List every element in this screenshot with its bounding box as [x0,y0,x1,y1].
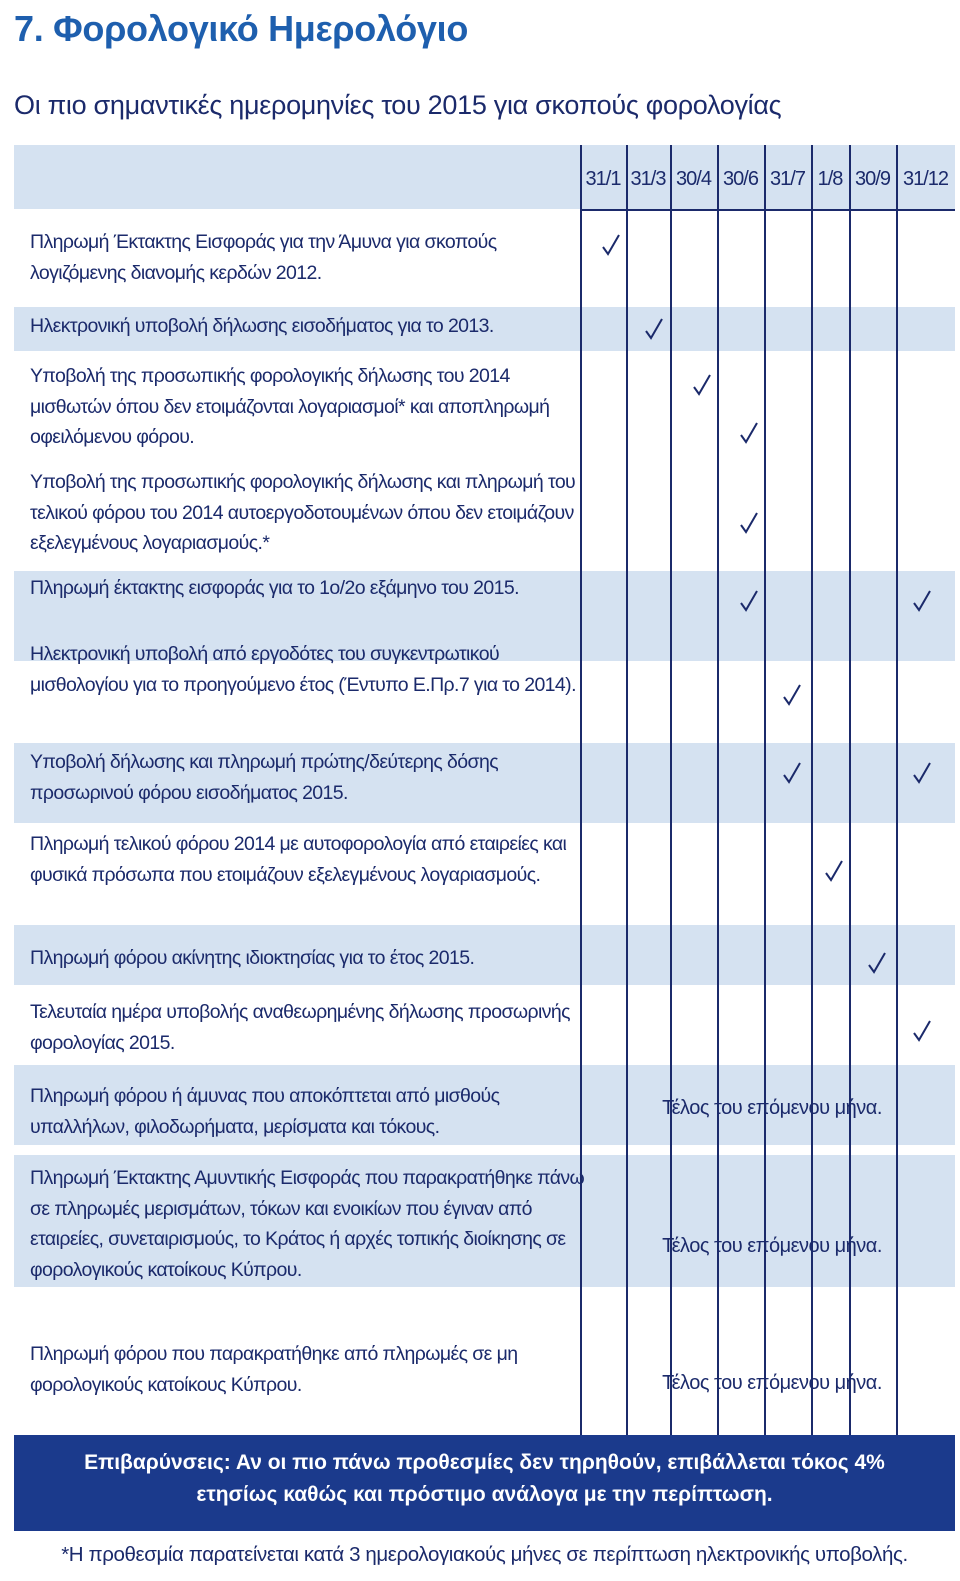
page-title: 7. Φορολογικό Ημερολόγιο [14,8,469,49]
table-row-text: Πληρωμή έκτακτης εισφοράς για το 1ο/2ο εξάμηνο του 2015. [30,577,519,599]
check-icon [782,683,802,707]
check-icon [867,951,887,975]
column-header-30-9: 30/9 [855,167,890,190]
column-header-31-1: 31/1 [585,167,621,190]
check-icon [739,511,759,535]
table-row-text: Πληρωμή φόρου που παρακρατήθηκε από πληρωμές σε μη φορολογικούς κατοίκους Κύπρου. [30,1343,518,1396]
check-icon [601,233,621,257]
column-header-31-3: 31/3 [630,167,666,190]
tax-calendar-table [14,145,955,1435]
check-icon [692,373,712,397]
table-row-text: Πληρωμή φόρου ακίνητης ιδιοκτησίας για το έτος 2015. [30,947,475,969]
check-icon [912,1019,932,1043]
column-header-30-6: 30/6 [723,167,758,190]
column-header-30-4: 30/4 [676,167,711,190]
table-row-text: Τελευταία ημέρα υποβολής αναθεωρημένης δήλωσης προσωρινής φορολογίας 2015. [30,1001,570,1054]
check-icon [644,317,664,341]
footnote: *Η προθεσμία παρατείνεται κατά 3 ημερολογιακούς μήνες σε περίπτωση ηλεκτρονικής υποβολής. [61,1543,908,1566]
header-underline [580,209,955,211]
penalty-line-2: ετησίως καθώς και πρόστιμο ανάλογα με την περίπτωση. [196,1483,773,1506]
check-icon [782,761,802,785]
table-row-text: Υποβολή της προσωπικής φορολογικής δήλωσης του 2014 μισθωτών όπου δεν ετοιμάζονται λογαριασμοί* και αποπληρωμή οφειλόμενου φόρου. [30,365,550,448]
deadline-text: Τέλος του επόμενου μήνα. [662,1372,882,1394]
column-header-31-7: 31/7 [770,167,805,190]
deadline-text: Τέλος του επόμενου μήνα. [662,1235,882,1257]
penalty-notice [14,1435,955,1531]
table-row-text: Υποβολή δήλωσης και πληρωμή πρώτης/δεύτερης δόσης προσωρινού φόρου εισοδήματος 2015. [30,751,499,804]
table-row-text: Ηλεκτρονική υποβολή από εργοδότες του συγκεντρωτικού μισθολογίου για το προηγούμενο έτος (Έντυπο Ε.Πρ.7 για το 2014). [30,643,576,696]
table-row-text: Πληρωμή φόρου ή άμυνας που αποκόπτεται από μισθούς υπαλλήλων, φιλοδωρήματα, μερίσματα και τόκους. [30,1085,500,1138]
check-icon [912,761,932,785]
penalty-line-1: Επιβαρύνσεις: Αν οι πιο πάνω προθεσμίες δεν τηρηθούν, επιβάλλεται τόκος 4% [84,1451,885,1474]
table-row-text: Πληρωμή Έκτακτης Αμυντικής Εισφοράς που παρακρατήθηκε πάνω σε πληρωμές μερισμάτων, τόκων και ενοικίων που έγιναν από εταιρείες, συνεταιρισμούς, το Κράτος ή αρχές τοπικής διοίκησης σε φορολογικούς κατοίκους Κύπρου. [30,1167,585,1281]
deadline-text: Τέλος του επόμενου μήνα. [662,1097,882,1119]
check-icon [824,859,844,883]
check-icon [739,421,759,445]
column-header-31-12: 31/12 [902,167,949,190]
table-row-text: Υποβολή της προσωπικής φορολογικής δήλωσης και πληρωμή του τελικού φόρου του 2014 αυτοεργοδοτουμένων όπου δεν ετοιμάζουν εξελεγμένους λογαριασμούς.* [30,471,576,554]
check-icon [912,589,932,613]
check-icon [739,589,759,613]
table-row-text: Πληρωμή Έκτακτης Εισφοράς για την Άμυνα για σκοπούς λογιζόμενης διανομής κερδών 2012. [30,231,497,284]
column-header-1-8: 1/8 [817,167,843,190]
page-subtitle: Οι πιο σημαντικές ημερομηνίες του 2015 για σκοπούς φορολογίας [14,90,782,120]
table-row-text: Πληρωμή τελικού φόρου 2014 με αυτοφορολογία από εταιρείες και φυσικά πρόσωπα που ετοιμάζουν εξελεγμένους λογαριασμούς. [30,833,567,886]
table-row-text: Ηλεκτρονική υποβολή δήλωσης εισοδήματος για το 2013. [30,315,494,337]
